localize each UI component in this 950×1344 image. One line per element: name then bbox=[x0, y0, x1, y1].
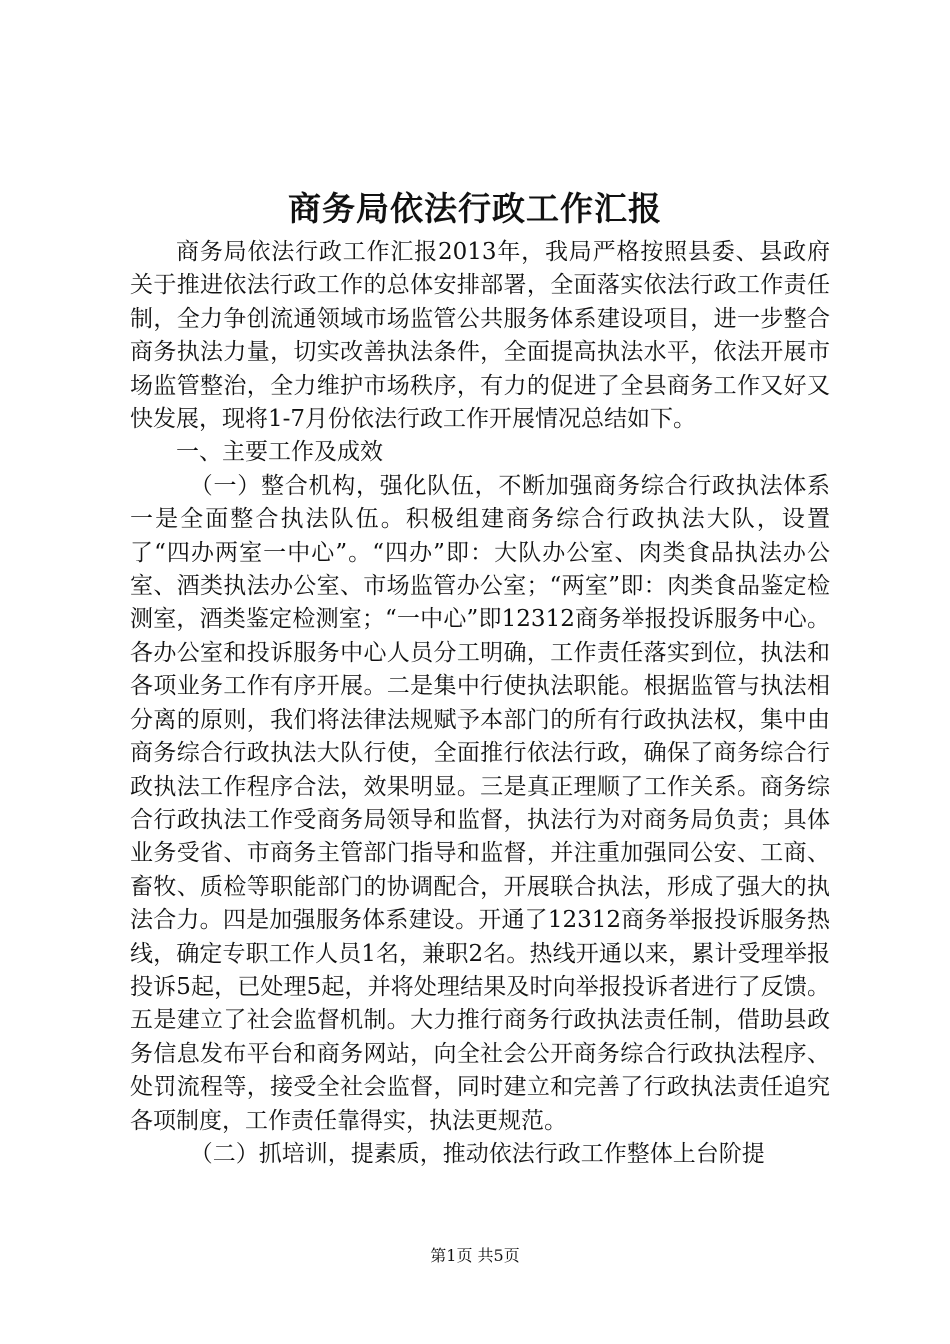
intro-paragraph: 商务局依法行政工作汇报2013年，我局严格按照县委、县政府关于推进依法行政工作的总体安排部署，全面落实依法行政工作责任制，全力争创流通领域市场监管公共服务体系建设项目，进一步整合商务执法力量，切实改善执法条件，全面提高执法水平，依法开展市场监管整治，全力维护市场秩序，有力的促进了全县商务工作又好又快发展，现将1-7月份依法行政工作开展情况总结如下。 bbox=[130, 239, 830, 433]
subsection-paragraph-2: （二）抓培训，提素质，推动依法行政工作整体上台阶提 bbox=[189, 1140, 765, 1167]
page-footer: 第1页 共5页 bbox=[430, 1246, 520, 1265]
document-title: 商务局依法行政工作汇报 bbox=[288, 189, 662, 228]
subsection-paragraph-1: （一）整合机构，强化队伍，不断加强商务综合行政执法体系一是全面整合执法队伍。积极组建商务综合行政执法大队，设置了“四办两室一中心”。“四办”即：大队办公室、肉类食品执法办公室、酒类执法办公室、市场监管办公室；“两室”即：肉类食品鉴定检测室，酒类鉴定检测室；“一中心”即12312商务举报投诉服务中心。各办公室和投诉服务中心人员分工明确，工作责任落实到位，执法和各项业务工作有序开展。二是集中行使执法职能。根据监管与执法相分离的原则，我们将法律法规赋予本部门的所有行政执法权，集中由商务综合行政执法大队行使，全面推行依法行政，确保了商务综合行政执法工作程序合法，效果明显。三是真正理顺了工作关系。商务综合行政执法工作受商务局领导和监督，执法行为对商务局负责；具体业务受省、市商务主管部门指导和监督，并注重加强同公安、工商、畜牧、质检等职能部门的协调配合，开展联合执法，形成了强大的执法合力。四是加强服务体系建设。开通了12312商务举报投诉服务热线，确定专职工作人员1名，兼职2名。热线开通以来，累计受理举报投诉5起，已处理5起，并将处理结果及时向举报投诉者进行了反馈。五是建立了社会监督机制。大力推行商务行政执法责任制，借助县政务信息发布平台和商务网站，向全社会公开商务综合行政执法程序、处罚流程等，接受全社会监督，同时建立和完善了行政执法责任追究各项制度，工作责任靠得实，执法更规范。 bbox=[130, 472, 830, 1134]
section-heading: 一、主要工作及成效 bbox=[176, 439, 383, 466]
document-body bbox=[130, 236, 830, 1171]
